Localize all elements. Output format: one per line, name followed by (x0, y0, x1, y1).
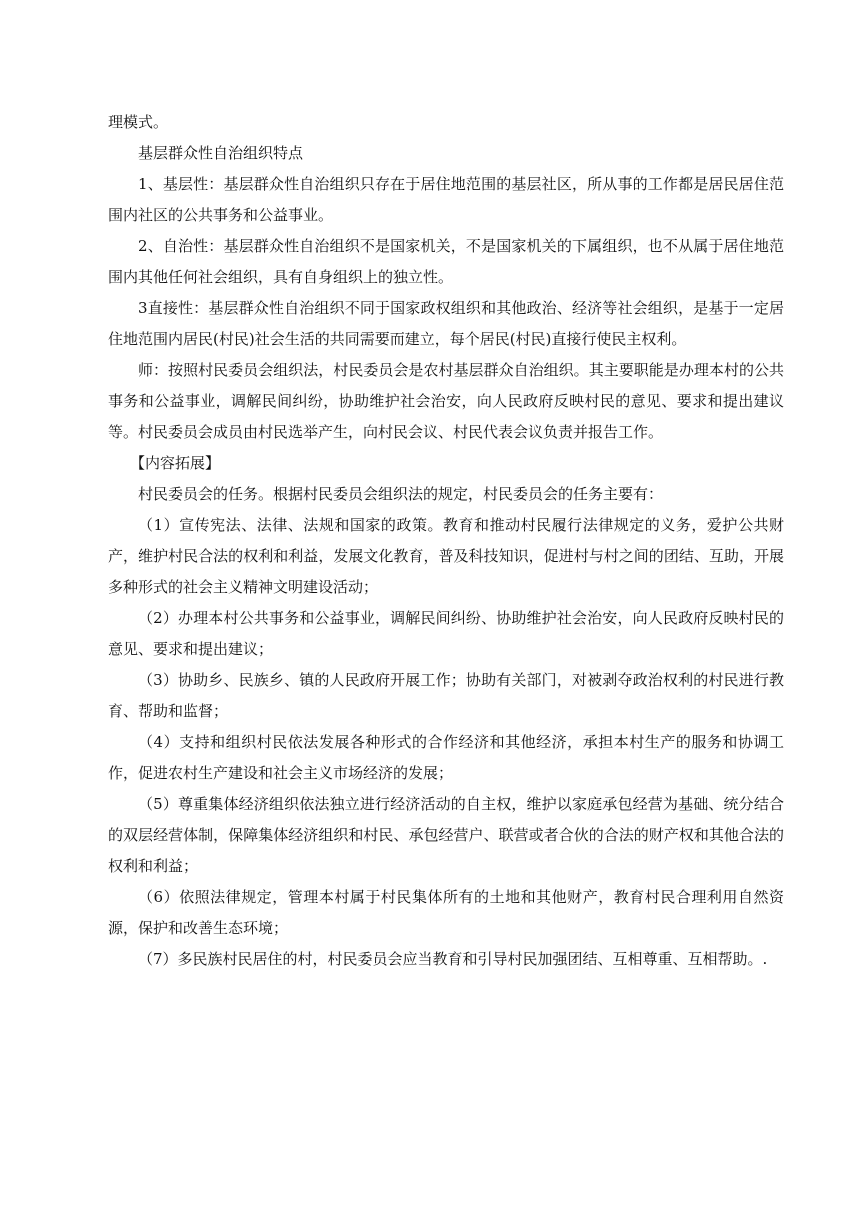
section-heading-features: 基层群众性自治组织特点 (138, 144, 304, 162)
document-body (108, 107, 784, 975)
paragraph-autonomy: 2、自治性：基层群众性自治组织不是国家机关，不是国家机关的下属组织，也不从属于居住地范围内其他任何社会组织，具有自身组织上的独立性。 (108, 237, 784, 286)
list-item-task-4: （4）支持和组织村民依法发展各种形式的合作经济和其他经济，承担本村生产的服务和协调工作，促进农村生产建设和社会主义市场经济的发展； (108, 733, 784, 782)
section-heading-extension: 【内容拓展】 (130, 454, 221, 472)
list-item-task-5: （5）尊重集体经济组织依法独立进行经济活动的自主权，维护以家庭承包经营为基础、统分结合的双层经营体制，保障集体经济组织和村民、承包经营户、联营或者合伙的合法的财产权和其他合法的权利和利益； (108, 795, 784, 875)
list-item-task-7: （7）多民族村民居住的村，村民委员会应当教育和引导村民加强团结、互相尊重、互相帮助。. (138, 950, 768, 968)
paragraph-continuation: 理模式。 (108, 113, 169, 131)
paragraph-directness: 3直接性：基层群众性自治组织不同于国家政权组织和其他政治、经济等社会组织，是基于一定居住地范围内居民(村民)社会生活的共同需要而建立，每个居民(村民)直接行使民主权利。 (108, 299, 784, 348)
list-item-task-1: （1）宣传宪法、法律、法规和国家的政策。教育和推动村民履行法律规定的义务，爱护公共财产，维护村民合法的权利和利益，发展文化教育，普及科技知识，促进村与村之间的团结、互助，开展多种形式的社会主义精神文明建设活动； (108, 516, 784, 596)
list-item-task-2: （2）办理本村公共事务和公益事业，调解民间纠纷、协助维护社会治安，向人民政府反映村民的意见、要求和提出建议； (108, 609, 784, 658)
paragraph-tasks-intro: 村民委员会的任务。根据村民委员会组织法的规定，村民委员会的任务主要有： (138, 485, 664, 503)
paragraph-grassroots: 1、基层性：基层群众性自治组织只存在于居住地范围的基层社区，所从事的工作都是居民居住范围内社区的公共事务和公益事业。 (108, 175, 784, 224)
list-item-task-6: （6）依照法律规定，管理本村属于村民集体所有的土地和其他财产，教育村民合理利用自然资源，保护和改善生态环境； (108, 888, 784, 937)
paragraph-teacher-note: 师：按照村民委员会组织法，村民委员会是农村基层群众自治组织。其主要职能是办理本村的公共事务和公益事业，调解民间纠纷，协助维护社会治安，向人民政府反映村民的意见、要求和提出建议等。村民委员会成员由村民选举产生，向村民会议、村民代表会议负责并报告工作。 (108, 361, 784, 441)
list-item-task-3: （3）协助乡、民族乡、镇的人民政府开展工作；协助有关部门，对被剥夺政治权利的村民进行教育、帮助和监督； (108, 671, 784, 720)
